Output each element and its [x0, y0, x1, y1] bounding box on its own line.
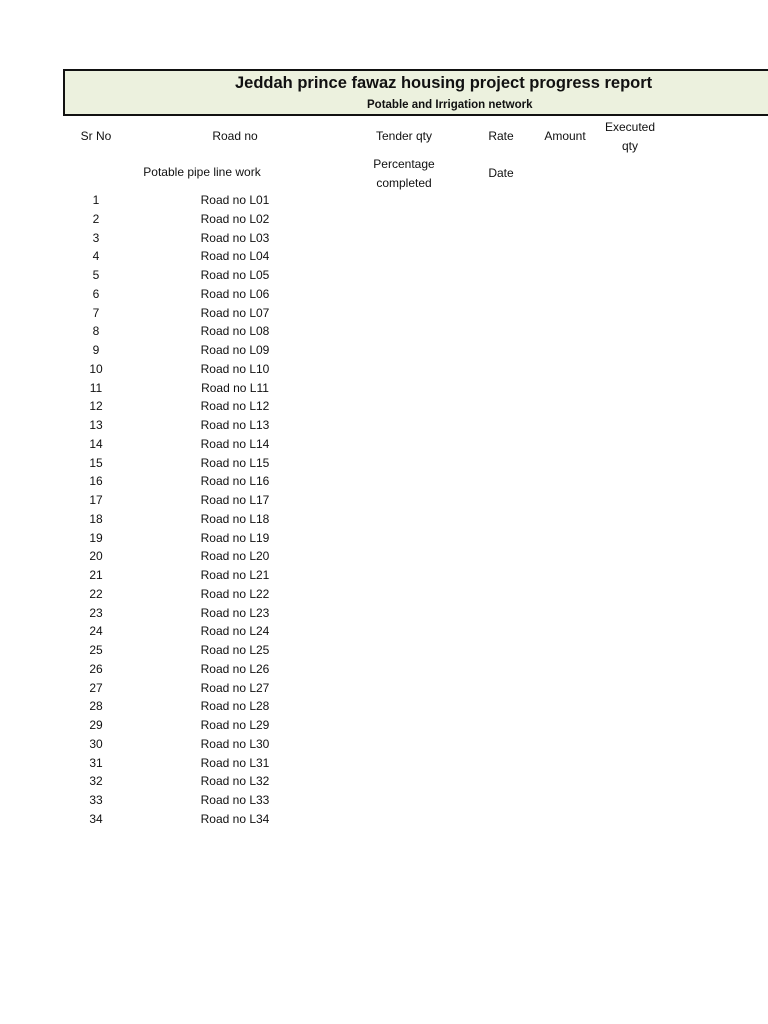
- row-sr-no: 2: [92, 211, 100, 226]
- row-road-no: Road no L04: [200, 249, 270, 264]
- row-sr-no: 12: [89, 399, 103, 414]
- header-rate: Rate: [488, 129, 514, 143]
- row-road-no: Road no L30: [200, 736, 270, 751]
- row-road-no: Road no L25: [200, 643, 270, 657]
- table-row: [0, 755, 768, 774]
- row-sr-no: 6: [92, 286, 100, 301]
- table-row: [0, 623, 768, 642]
- row-sr-no: 5: [92, 268, 100, 282]
- report-title: Jeddah prince fawaz housing project progress report: [235, 74, 653, 92]
- road-table-body: [0, 192, 768, 830]
- table-row: [0, 286, 768, 305]
- row-sr-no: 24: [89, 624, 103, 639]
- row-sr-no: 4: [92, 249, 100, 264]
- row-sr-no: 11: [89, 380, 103, 395]
- row-sr-no: 31: [89, 755, 103, 770]
- header-sr-no: Sr No: [80, 129, 112, 143]
- row-road-no: Road no L27: [200, 680, 270, 695]
- row-road-no: Road no L05: [200, 268, 270, 282]
- row-road-no: Road no L24: [200, 624, 270, 639]
- row-road-no: Road no L12: [200, 399, 270, 414]
- row-road-no: Road no L13: [200, 418, 270, 432]
- row-sr-no: 7: [92, 305, 100, 320]
- row-road-no: Road no L19: [200, 530, 270, 545]
- row-road-no: Road no L26: [200, 661, 270, 676]
- row-road-no: Road no L06: [200, 286, 270, 301]
- row-sr-no: 33: [89, 793, 103, 807]
- row-sr-no: 16: [89, 474, 103, 489]
- header-percentage-line2: completed: [376, 176, 432, 190]
- row-road-no: Road no L31: [200, 755, 270, 770]
- table-row: [0, 380, 768, 399]
- row-road-no: Road no L01: [200, 193, 270, 207]
- table-row: [0, 473, 768, 492]
- row-road-no: Road no L08: [200, 324, 270, 339]
- header-executed-qty-line2: qty: [621, 139, 638, 153]
- table-row: [0, 305, 768, 324]
- row-road-no: Road no L15: [200, 455, 270, 470]
- table-row: [0, 642, 768, 661]
- row-sr-no: 27: [89, 680, 103, 695]
- row-sr-no: 26: [89, 661, 103, 676]
- table-row: [0, 661, 768, 680]
- table-row: [0, 792, 768, 811]
- row-road-no: Road no L22: [200, 586, 270, 601]
- row-road-no: Road no L18: [200, 511, 270, 526]
- header-executed-qty-line1: Executed: [604, 120, 656, 134]
- table-row: [0, 680, 768, 699]
- row-sr-no: 14: [89, 436, 103, 451]
- row-sr-no: 15: [89, 455, 103, 470]
- row-road-no: Road no L14: [200, 436, 270, 451]
- table-row: [0, 605, 768, 624]
- row-sr-no: 13: [89, 418, 103, 432]
- row-sr-no: 32: [89, 774, 103, 789]
- report-subtitle: Potable and Irrigation network: [367, 99, 533, 111]
- table-row: [0, 398, 768, 417]
- table-row: [0, 192, 768, 211]
- row-road-no: Road no L17: [200, 493, 270, 507]
- header-percentage-line1: Percentage: [373, 157, 435, 171]
- table-row: [0, 586, 768, 605]
- row-sr-no: 19: [89, 530, 103, 545]
- table-row: [0, 211, 768, 230]
- row-sr-no: 1: [92, 193, 100, 207]
- row-road-no: Road no L03: [200, 230, 270, 245]
- header-executed-qty: [598, 118, 662, 156]
- row-road-no: Road no L16: [200, 474, 270, 489]
- table-row: [0, 773, 768, 792]
- row-sr-no: 18: [89, 511, 103, 526]
- row-sr-no: 29: [89, 718, 103, 732]
- header-percentage-completed: [359, 155, 449, 193]
- table-row: [0, 342, 768, 361]
- table-row: [0, 230, 768, 249]
- row-sr-no: 9: [92, 343, 100, 357]
- table-row: [0, 248, 768, 267]
- header-date: Date: [488, 166, 514, 180]
- row-sr-no: 30: [89, 736, 103, 751]
- row-road-no: Road no L11: [201, 380, 269, 395]
- report-title-banner: [63, 69, 768, 116]
- table-row: [0, 811, 768, 830]
- section-label: Potable pipe line work: [143, 165, 261, 179]
- row-sr-no: 3: [92, 230, 100, 245]
- header-tender-qty: Tender qty: [375, 129, 433, 143]
- row-road-no: Road no L20: [200, 549, 270, 564]
- row-sr-no: 28: [89, 699, 103, 714]
- table-row: [0, 436, 768, 455]
- table-row: [0, 361, 768, 380]
- table-row: [0, 698, 768, 717]
- row-road-no: Road no L34: [200, 811, 270, 826]
- table-row: [0, 267, 768, 286]
- row-sr-no: 34: [89, 811, 103, 826]
- table-row: [0, 417, 768, 436]
- table-row: [0, 717, 768, 736]
- table-row: [0, 567, 768, 586]
- table-row: [0, 323, 768, 342]
- row-sr-no: 21: [89, 568, 103, 582]
- row-road-no: Road no L09: [200, 343, 270, 357]
- row-road-no: Road no L23: [200, 605, 270, 620]
- row-road-no: Road no L02: [200, 211, 270, 226]
- table-row: [0, 511, 768, 530]
- table-row: [0, 736, 768, 755]
- row-sr-no: 20: [89, 549, 103, 564]
- table-row: [0, 492, 768, 511]
- table-row: [0, 455, 768, 474]
- table-row: [0, 530, 768, 549]
- table-row: [0, 548, 768, 567]
- row-road-no: Road no L07: [200, 305, 270, 320]
- row-sr-no: 8: [92, 324, 100, 339]
- row-sr-no: 22: [89, 586, 103, 601]
- row-sr-no: 23: [89, 605, 103, 620]
- row-road-no: Road no L10: [200, 361, 270, 376]
- row-road-no: Road no L32: [200, 774, 270, 789]
- row-road-no: Road no L33: [200, 793, 270, 807]
- header-amount: Amount: [544, 129, 586, 143]
- row-sr-no: 25: [89, 643, 103, 657]
- row-sr-no: 10: [89, 361, 103, 376]
- header-road-no: Road no: [212, 129, 258, 143]
- row-road-no: Road no L28: [200, 699, 270, 714]
- row-road-no: Road no L29: [200, 718, 270, 732]
- row-road-no: Road no L21: [200, 568, 270, 582]
- row-sr-no: 17: [89, 493, 103, 507]
